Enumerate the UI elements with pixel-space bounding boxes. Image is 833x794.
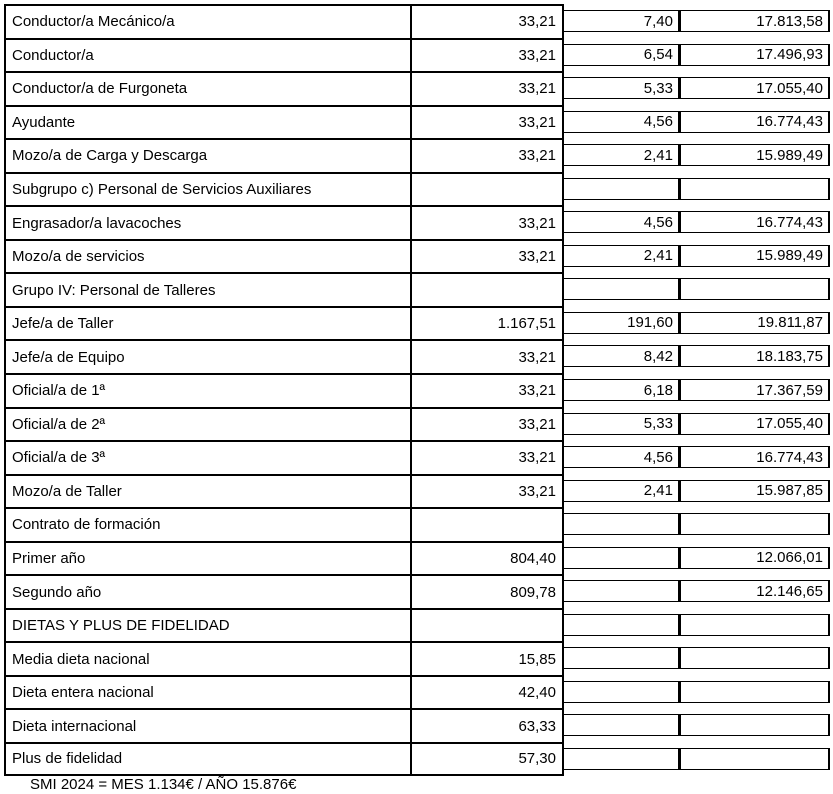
row-plus-cell <box>563 580 680 602</box>
row-annual-cell: 16.774,43 <box>680 211 830 233</box>
table-row <box>4 172 830 206</box>
row-plus-cell: 191,60 <box>563 312 680 334</box>
row-label-cell: Engrasador/a lavacoches <box>4 205 410 239</box>
row-plus-cell <box>563 681 680 703</box>
row-value-cell: 33,21 <box>410 440 564 474</box>
row-plus-cell: 7,40 <box>563 10 680 32</box>
row-value-cell: 33,21 <box>410 407 564 441</box>
table-row <box>4 641 830 675</box>
row-value-cell: 33,21 <box>410 474 564 508</box>
table-row <box>4 474 830 508</box>
row-label-cell: Primer año <box>4 541 410 575</box>
row-value-cell: 804,40 <box>410 541 564 575</box>
table-row <box>4 138 830 172</box>
row-plus-cell <box>563 278 680 300</box>
row-label-cell: Conductor/a de Furgoneta <box>4 71 410 105</box>
row-plus-cell: 4,56 <box>563 446 680 468</box>
table-row <box>4 339 830 373</box>
row-annual-cell <box>680 614 830 636</box>
row-value-cell <box>410 507 564 541</box>
row-annual-cell: 15.989,49 <box>680 144 830 166</box>
table-row <box>4 38 830 72</box>
row-label-cell: Ayudante <box>4 105 410 139</box>
table-row <box>4 608 830 642</box>
row-value-cell: 33,21 <box>410 373 564 407</box>
row-annual-cell: 19.811,87 <box>680 312 830 334</box>
row-annual-cell <box>680 647 830 669</box>
row-annual-cell: 12.066,01 <box>680 547 830 569</box>
row-value-cell: 33,21 <box>410 38 564 72</box>
row-plus-cell <box>563 547 680 569</box>
row-label-cell: Oficial/a de 3ª <box>4 440 410 474</box>
row-label-cell: Media dieta nacional <box>4 641 410 675</box>
table-row <box>4 4 830 38</box>
row-label-cell: Conductor/a Mecánico/a <box>4 4 410 38</box>
row-annual-cell: 15.987,85 <box>680 480 830 502</box>
row-annual-cell <box>680 714 830 736</box>
row-annual-cell: 17.367,59 <box>680 379 830 401</box>
table-row <box>4 272 830 306</box>
row-annual-cell <box>680 513 830 535</box>
table-row <box>4 205 830 239</box>
row-annual-cell <box>680 278 830 300</box>
row-annual-cell: 16.774,43 <box>680 446 830 468</box>
row-label-cell: Jefe/a de Equipo <box>4 339 410 373</box>
row-label-cell: Conductor/a <box>4 38 410 72</box>
table-row <box>4 239 830 273</box>
row-label-cell: Mozo/a de Carga y Descarga <box>4 138 410 172</box>
table-row <box>4 708 830 742</box>
row-value-cell: 15,85 <box>410 641 564 675</box>
table-row <box>4 105 830 139</box>
row-plus-cell <box>563 714 680 736</box>
row-plus-cell: 6,54 <box>563 44 680 66</box>
row-annual-cell: 17.813,58 <box>680 10 830 32</box>
row-annual-cell <box>680 748 830 770</box>
row-plus-cell <box>563 178 680 200</box>
row-plus-cell: 2,41 <box>563 144 680 166</box>
table-row <box>4 574 830 608</box>
row-annual-cell <box>680 178 830 200</box>
row-value-cell: 42,40 <box>410 675 564 709</box>
row-annual-cell: 16.774,43 <box>680 111 830 133</box>
row-label-cell: Mozo/a de Taller <box>4 474 410 508</box>
row-value-cell: 33,21 <box>410 71 564 105</box>
table-row <box>4 71 830 105</box>
row-annual-cell: 17.055,40 <box>680 413 830 435</box>
row-label-cell: Oficial/a de 2ª <box>4 407 410 441</box>
row-value-cell <box>410 172 564 206</box>
row-label-cell: Contrato de formación <box>4 507 410 541</box>
row-plus-cell: 5,33 <box>563 413 680 435</box>
row-plus-cell <box>563 614 680 636</box>
row-value-cell: 33,21 <box>410 339 564 373</box>
row-plus-cell: 2,41 <box>563 480 680 502</box>
smi-footnote: SMI 2024 = MES 1.134€ / AÑO 15.876€ <box>30 776 297 793</box>
row-value-cell: 57,30 <box>410 742 564 776</box>
row-value-cell: 33,21 <box>410 105 564 139</box>
row-value-cell <box>410 272 564 306</box>
row-label-cell: Dieta internacional <box>4 708 410 742</box>
table-row <box>4 541 830 575</box>
row-label-cell: Plus de fidelidad <box>4 742 410 776</box>
row-value-cell: 809,78 <box>410 574 564 608</box>
table-row <box>4 373 830 407</box>
row-annual-cell: 17.496,93 <box>680 44 830 66</box>
table-row <box>4 675 830 709</box>
row-label-cell: Jefe/a de Taller <box>4 306 410 340</box>
table-row <box>4 407 830 441</box>
row-annual-cell: 12.146,65 <box>680 580 830 602</box>
row-label-cell: Subgrupo c) Personal de Servicios Auxiliares <box>4 172 410 206</box>
row-value-cell: 33,21 <box>410 239 564 273</box>
row-label-cell: Oficial/a de 1ª <box>4 373 410 407</box>
row-label-cell: Segundo año <box>4 574 410 608</box>
salary-table <box>4 4 830 776</box>
row-plus-cell: 2,41 <box>563 245 680 267</box>
table-row <box>4 507 830 541</box>
row-value-cell: 1.167,51 <box>410 306 564 340</box>
row-plus-cell <box>563 647 680 669</box>
row-label-cell: Dieta entera nacional <box>4 675 410 709</box>
row-annual-cell: 15.989,49 <box>680 245 830 267</box>
row-annual-cell <box>680 681 830 703</box>
table-row <box>4 306 830 340</box>
row-value-cell: 63,33 <box>410 708 564 742</box>
row-plus-cell: 4,56 <box>563 211 680 233</box>
table-row <box>4 440 830 474</box>
row-value-cell: 33,21 <box>410 138 564 172</box>
row-value-cell <box>410 608 564 642</box>
row-plus-cell <box>563 748 680 770</box>
row-label-cell: Mozo/a de servicios <box>4 239 410 273</box>
row-plus-cell: 6,18 <box>563 379 680 401</box>
row-plus-cell: 8,42 <box>563 345 680 367</box>
row-value-cell: 33,21 <box>410 4 564 38</box>
row-value-cell: 33,21 <box>410 205 564 239</box>
row-annual-cell: 18.183,75 <box>680 345 830 367</box>
row-label-cell: DIETAS Y PLUS DE FIDELIDAD <box>4 608 410 642</box>
row-label-cell: Grupo IV: Personal de Talleres <box>4 272 410 306</box>
table-row <box>4 742 830 776</box>
row-plus-cell: 4,56 <box>563 111 680 133</box>
row-plus-cell <box>563 513 680 535</box>
row-plus-cell: 5,33 <box>563 77 680 99</box>
row-annual-cell: 17.055,40 <box>680 77 830 99</box>
